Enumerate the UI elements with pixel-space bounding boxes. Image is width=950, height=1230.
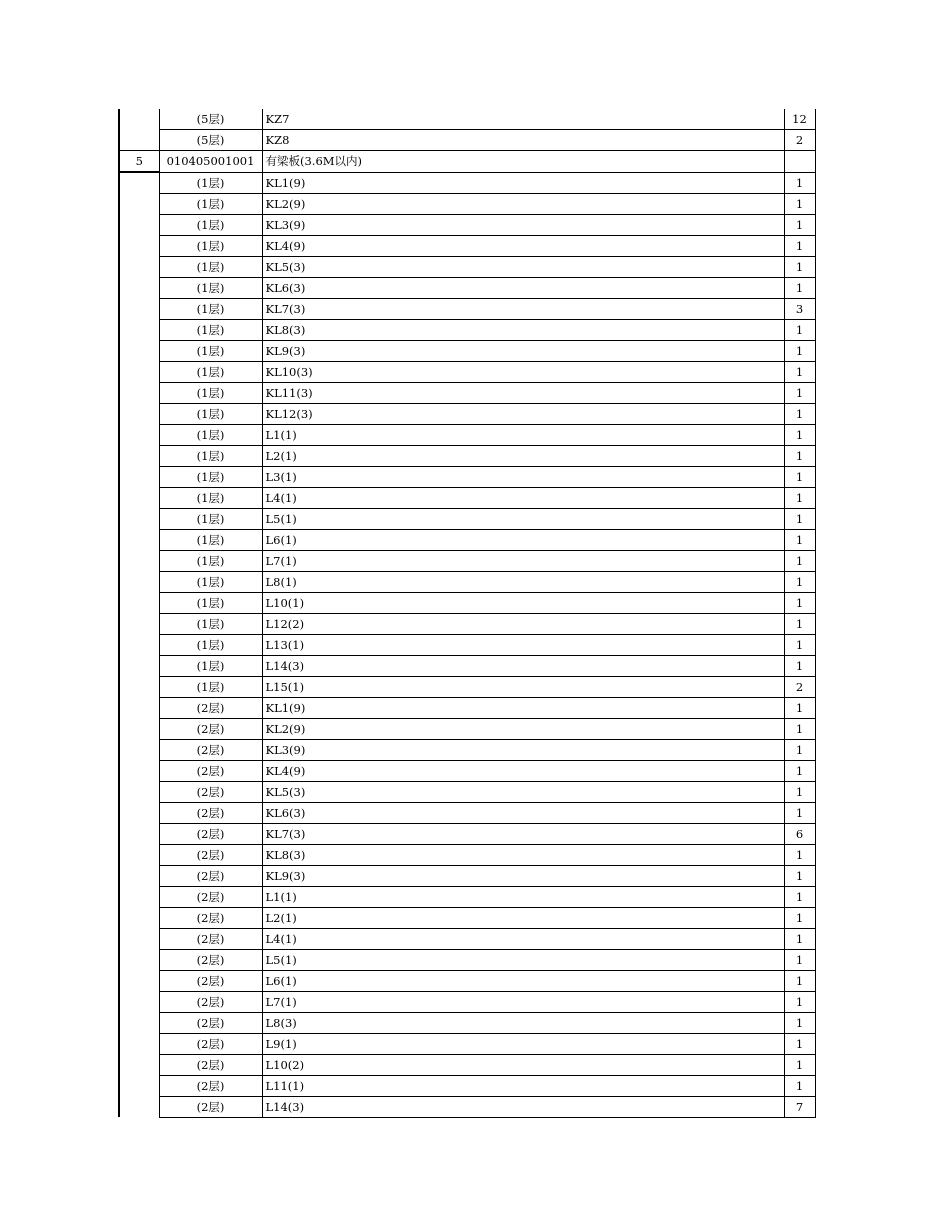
quantity-cell: 1: [784, 172, 815, 193]
component-name-cell: KL6(3): [262, 277, 784, 298]
quantity-cell: 1: [784, 718, 815, 739]
quantity-cell: 1: [784, 424, 815, 445]
table-row: [119, 529, 815, 550]
floor-cell: (1层): [159, 571, 262, 592]
item-number-cell: [119, 949, 159, 970]
quantity-cell: 1: [784, 886, 815, 907]
quantity-cell: 1: [784, 865, 815, 886]
item-number-cell: [119, 130, 159, 151]
table-row: [119, 340, 815, 361]
table-row: [119, 970, 815, 991]
component-name-cell: KL11(3): [262, 382, 784, 403]
floor-cell: (5层): [159, 109, 262, 130]
item-number-cell: [119, 1012, 159, 1033]
table-row: [119, 655, 815, 676]
item-number-cell: [119, 781, 159, 802]
floor-cell: (1层): [159, 172, 262, 193]
item-number-cell: [119, 676, 159, 697]
item-number-cell: [119, 592, 159, 613]
floor-cell: (1层): [159, 676, 262, 697]
floor-cell: (1层): [159, 361, 262, 382]
component-name-cell: L11(1): [262, 1075, 784, 1096]
quantity-cell: 1: [784, 907, 815, 928]
floor-cell: (1层): [159, 655, 262, 676]
floor-cell: (1层): [159, 529, 262, 550]
quantity-cell: 1: [784, 235, 815, 256]
floor-cell: (1层): [159, 403, 262, 424]
floor-cell: (2层): [159, 1096, 262, 1117]
quantity-cell: 1: [784, 193, 815, 214]
item-number-cell: [119, 319, 159, 340]
table-row: [119, 928, 815, 949]
table-row: [119, 676, 815, 697]
component-name-cell: KL5(3): [262, 781, 784, 802]
table-row: [119, 844, 815, 865]
floor-cell: (1层): [159, 445, 262, 466]
table-row: [119, 445, 815, 466]
component-name-cell: L1(1): [262, 424, 784, 445]
item-number-cell: [119, 109, 159, 130]
table-row: [119, 214, 815, 235]
floor-cell: (1层): [159, 592, 262, 613]
component-name-cell: L8(1): [262, 571, 784, 592]
item-number-cell: [119, 571, 159, 592]
floor-cell: (2层): [159, 802, 262, 823]
item-number-cell: [119, 760, 159, 781]
component-name-cell: L5(1): [262, 508, 784, 529]
item-number-cell: [119, 193, 159, 214]
item-number-cell: [119, 634, 159, 655]
table-row: [119, 172, 815, 193]
component-name-cell: L7(1): [262, 991, 784, 1012]
component-name-cell: L1(1): [262, 886, 784, 907]
component-name-cell: L14(3): [262, 655, 784, 676]
component-name-cell: L8(3): [262, 1012, 784, 1033]
table-row: [119, 130, 815, 151]
item-number-cell: [119, 613, 159, 634]
quantity-cell: 1: [784, 361, 815, 382]
quantity-cell: 1: [784, 550, 815, 571]
component-name-cell: L10(1): [262, 592, 784, 613]
quantity-cell: 12: [784, 109, 815, 130]
table-row: [119, 235, 815, 256]
floor-cell: (2层): [159, 865, 262, 886]
floor-cell: (5层): [159, 130, 262, 151]
component-name-cell: L5(1): [262, 949, 784, 970]
quantity-cell: 1: [784, 970, 815, 991]
component-name-cell: L6(1): [262, 529, 784, 550]
component-name-cell: KZ8: [262, 130, 784, 151]
component-name-cell: KL5(3): [262, 256, 784, 277]
table-row: [119, 718, 815, 739]
component-name-cell: L3(1): [262, 466, 784, 487]
item-number-cell: [119, 298, 159, 319]
item-number-cell: [119, 865, 159, 886]
table-row: [119, 739, 815, 760]
item-code-cell: 010405001001: [159, 151, 262, 173]
quantity-cell: 1: [784, 382, 815, 403]
floor-cell: (2层): [159, 823, 262, 844]
quantity-cell: 1: [784, 508, 815, 529]
item-number-cell: [119, 1033, 159, 1054]
component-name-cell: KZ7: [262, 109, 784, 130]
item-number-cell: [119, 277, 159, 298]
item-number-cell: [119, 739, 159, 760]
table-row: [119, 277, 815, 298]
floor-cell: (2层): [159, 928, 262, 949]
floor-cell: (1层): [159, 277, 262, 298]
item-number-cell: [119, 1054, 159, 1075]
quantity-cell: 1: [784, 466, 815, 487]
item-number-cell: [119, 487, 159, 508]
item-name-cell: 有梁板(3.6M以内): [262, 151, 784, 173]
floor-cell: (2层): [159, 781, 262, 802]
table-row: [119, 949, 815, 970]
item-number-cell: [119, 382, 159, 403]
component-name-cell: KL12(3): [262, 403, 784, 424]
component-name-cell: L9(1): [262, 1033, 784, 1054]
floor-cell: (2层): [159, 697, 262, 718]
component-name-cell: KL7(3): [262, 298, 784, 319]
quantity-cell: 1: [784, 655, 815, 676]
component-name-cell: KL2(9): [262, 193, 784, 214]
quantity-cell: 1: [784, 571, 815, 592]
component-name-cell: L12(2): [262, 613, 784, 634]
table-row: [119, 382, 815, 403]
floor-cell: (1层): [159, 193, 262, 214]
floor-cell: (1层): [159, 319, 262, 340]
quantity-cell: 1: [784, 403, 815, 424]
component-name-cell: KL1(9): [262, 172, 784, 193]
item-number-cell: [119, 172, 159, 193]
floor-cell: (1层): [159, 613, 262, 634]
floor-cell: (1层): [159, 298, 262, 319]
item-number-cell: [119, 697, 159, 718]
item-number-cell: [119, 1096, 159, 1117]
item-number-cell: [119, 361, 159, 382]
table-row: [119, 1054, 815, 1075]
floor-cell: (2层): [159, 886, 262, 907]
quantity-cell: 1: [784, 613, 815, 634]
component-name-cell: L2(1): [262, 445, 784, 466]
item-number-cell: [119, 907, 159, 928]
floor-cell: (2层): [159, 1033, 262, 1054]
table-row: [119, 1012, 815, 1033]
table-row: [119, 550, 815, 571]
item-number-cell: [119, 550, 159, 571]
table-row: [119, 319, 815, 340]
quantity-cell: 1: [784, 1075, 815, 1096]
quantity-cell: 7: [784, 1096, 815, 1117]
quantity-cell: [784, 151, 815, 173]
floor-cell: (1层): [159, 634, 262, 655]
item-number-cell: [119, 445, 159, 466]
quantity-sheet-body: [119, 109, 815, 1117]
quantity-cell: 1: [784, 1033, 815, 1054]
table-row: [119, 634, 815, 655]
item-number-cell: [119, 991, 159, 1012]
table-row: [119, 613, 815, 634]
quantity-cell: 1: [784, 1012, 815, 1033]
item-number-cell: [119, 256, 159, 277]
quantity-cell: 1: [784, 634, 815, 655]
table-row: [119, 193, 815, 214]
table-row: [119, 1075, 815, 1096]
component-name-cell: L4(1): [262, 928, 784, 949]
floor-cell: (1层): [159, 508, 262, 529]
item-number-cell: [119, 403, 159, 424]
component-name-cell: L6(1): [262, 970, 784, 991]
item-number-cell: [119, 970, 159, 991]
table-row: [119, 508, 815, 529]
floor-cell: (1层): [159, 487, 262, 508]
quantity-cell: 1: [784, 256, 815, 277]
table-row: [119, 886, 815, 907]
quantity-cell: 1: [784, 928, 815, 949]
item-number-cell: [119, 235, 159, 256]
quantity-cell: 3: [784, 298, 815, 319]
table-row: [119, 823, 815, 844]
table-row: [119, 991, 815, 1012]
quantity-sheet-table: [118, 109, 816, 1118]
table-row: [119, 403, 815, 424]
item-number-cell: [119, 1075, 159, 1096]
quantity-cell: 6: [784, 823, 815, 844]
item-number-cell: [119, 466, 159, 487]
table-row: [119, 802, 815, 823]
quantity-cell: 1: [784, 991, 815, 1012]
item-number-cell: [119, 424, 159, 445]
item-header-row: [119, 151, 815, 173]
floor-cell: (2层): [159, 907, 262, 928]
quantity-cell: 1: [784, 445, 815, 466]
component-name-cell: L13(1): [262, 634, 784, 655]
quantity-cell: 1: [784, 802, 815, 823]
floor-cell: (2层): [159, 760, 262, 781]
quantity-cell: 1: [784, 1054, 815, 1075]
item-number-cell: [119, 340, 159, 361]
quantity-cell: 1: [784, 487, 815, 508]
component-name-cell: KL7(3): [262, 823, 784, 844]
component-name-cell: KL4(9): [262, 235, 784, 256]
component-name-cell: L14(3): [262, 1096, 784, 1117]
quantity-cell: 1: [784, 340, 815, 361]
quantity-cell: 1: [784, 760, 815, 781]
table-row: [119, 361, 815, 382]
table-row: [119, 760, 815, 781]
table-row: [119, 1096, 815, 1117]
floor-cell: (2层): [159, 1012, 262, 1033]
item-number-cell: [119, 529, 159, 550]
component-name-cell: KL6(3): [262, 802, 784, 823]
item-number-cell: [119, 655, 159, 676]
item-number-cell: [119, 718, 159, 739]
item-number-cell: 5: [119, 151, 159, 173]
quantity-cell: 1: [784, 781, 815, 802]
component-name-cell: KL1(9): [262, 697, 784, 718]
item-number-cell: [119, 214, 159, 235]
component-name-cell: L10(2): [262, 1054, 784, 1075]
quantity-cell: 1: [784, 949, 815, 970]
floor-cell: (1层): [159, 424, 262, 445]
component-name-cell: KL8(3): [262, 319, 784, 340]
quantity-cell: 1: [784, 529, 815, 550]
item-number-cell: [119, 928, 159, 949]
quantity-cell: 1: [784, 319, 815, 340]
component-name-cell: L4(1): [262, 487, 784, 508]
table-row: [119, 424, 815, 445]
quantity-cell: 1: [784, 277, 815, 298]
item-number-cell: [119, 802, 159, 823]
table-row: [119, 1033, 815, 1054]
item-number-cell: [119, 844, 159, 865]
table-row: [119, 571, 815, 592]
floor-cell: (2层): [159, 970, 262, 991]
component-name-cell: KL8(3): [262, 844, 784, 865]
component-name-cell: KL3(9): [262, 739, 784, 760]
item-number-cell: [119, 508, 159, 529]
item-number-cell: [119, 823, 159, 844]
table-row: [119, 907, 815, 928]
table-row: [119, 592, 815, 613]
quantity-cell: 1: [784, 592, 815, 613]
component-name-cell: KL9(3): [262, 865, 784, 886]
component-name-cell: L7(1): [262, 550, 784, 571]
table-row: [119, 256, 815, 277]
floor-cell: (2层): [159, 718, 262, 739]
table-row: [119, 298, 815, 319]
quantity-cell: 2: [784, 676, 815, 697]
quantity-cell: 1: [784, 844, 815, 865]
table-row: [119, 781, 815, 802]
quantity-cell: 1: [784, 697, 815, 718]
floor-cell: (2层): [159, 1075, 262, 1096]
floor-cell: (2层): [159, 739, 262, 760]
item-number-cell: [119, 886, 159, 907]
component-name-cell: KL4(9): [262, 760, 784, 781]
table-row: [119, 466, 815, 487]
quantity-cell: 1: [784, 214, 815, 235]
table-row: [119, 487, 815, 508]
component-name-cell: L15(1): [262, 676, 784, 697]
component-name-cell: KL10(3): [262, 361, 784, 382]
floor-cell: (1层): [159, 550, 262, 571]
floor-cell: (1层): [159, 235, 262, 256]
floor-cell: (2层): [159, 949, 262, 970]
component-name-cell: L2(1): [262, 907, 784, 928]
floor-cell: (2层): [159, 991, 262, 1012]
floor-cell: (1层): [159, 214, 262, 235]
quantity-cell: 2: [784, 130, 815, 151]
component-name-cell: KL2(9): [262, 718, 784, 739]
component-name-cell: KL9(3): [262, 340, 784, 361]
floor-cell: (1层): [159, 382, 262, 403]
floor-cell: (1层): [159, 466, 262, 487]
floor-cell: (2层): [159, 1054, 262, 1075]
quantity-cell: 1: [784, 739, 815, 760]
floor-cell: (1层): [159, 256, 262, 277]
table-row: [119, 865, 815, 886]
table-row: [119, 697, 815, 718]
table-row: [119, 109, 815, 130]
floor-cell: (1层): [159, 340, 262, 361]
component-name-cell: KL3(9): [262, 214, 784, 235]
floor-cell: (2层): [159, 844, 262, 865]
